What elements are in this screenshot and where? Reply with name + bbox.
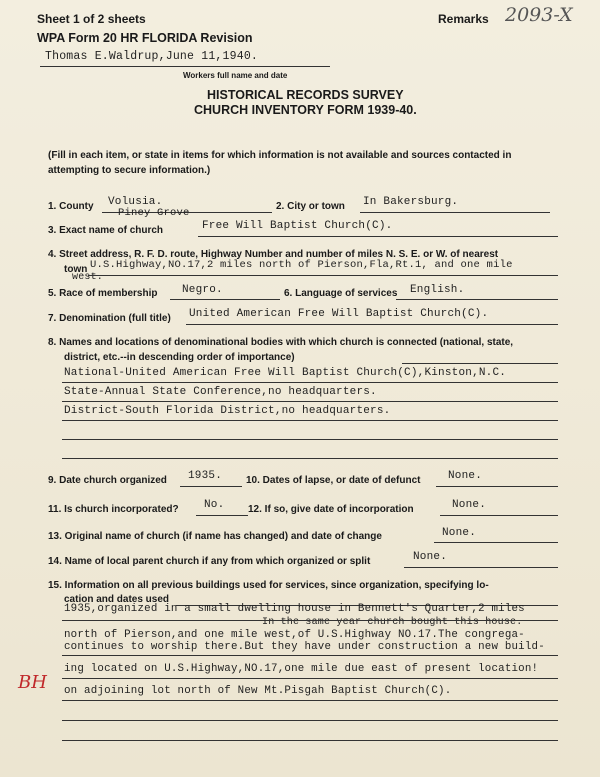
language-label: 6. Language of services: [284, 288, 398, 299]
incorporation-date-value: None.: [452, 499, 487, 511]
buildings-line-3: [62, 678, 558, 679]
bodies-line-3: [62, 420, 558, 421]
lapse-value: None.: [448, 470, 483, 482]
city-line: [360, 212, 550, 213]
church-name-label: 3. Exact name of church: [48, 225, 164, 236]
worker-name-date: Thomas E.Waldrup,June 11,1940.: [45, 50, 259, 63]
margin-note: BH: [18, 672, 47, 693]
language-line: [396, 299, 558, 300]
city-value: In Bakersburg.: [363, 196, 459, 208]
buildings-line-6: [62, 740, 558, 741]
incorporated-label: 11. Is church incorporated?: [48, 504, 179, 515]
bodies-line-1: [62, 382, 558, 383]
original-name-line: [434, 542, 558, 543]
buildings-text-1: 1935,organized in a small dwelling house in Bennett's Quarter,2 miles: [64, 603, 525, 615]
buildings-line-2: [62, 655, 558, 656]
parent-church-value: None.: [413, 551, 448, 563]
buildings-label-2: cation and dates used: [64, 594, 170, 605]
original-name-value: None.: [442, 527, 477, 539]
title-line-1: HISTORICAL RECORDS SURVEY: [207, 88, 404, 102]
denomination-line: [186, 324, 558, 325]
incorporation-date-line: [440, 515, 558, 516]
bodies-line-5: [62, 458, 558, 459]
bodies-national: National-United American Free Will Baptist Church(C),Kinston,N.C.: [64, 367, 507, 379]
buildings-insert: In the same year church bought this house.: [262, 617, 523, 628]
remarks-heading: Remarks: [438, 12, 489, 26]
buildings-line-5: [62, 720, 558, 721]
incorporation-date-label: 12. If so, give date of incorporation: [248, 504, 414, 515]
church-name-line: [198, 236, 558, 237]
buildings-text-2: north of Pierson,and one mile west,of U.S.Highway NO.17.The congrega-: [64, 629, 525, 641]
form-id: WPA Form 20 HR FLORIDA Revision: [37, 31, 253, 45]
incorporated-value: No.: [204, 499, 225, 511]
bodies-line-0: [402, 363, 558, 364]
church-name-value: Free Will Baptist Church(C).: [202, 220, 393, 232]
bodies-line-4: [62, 439, 558, 440]
lapse-label: 10. Dates of lapse, or date of defunct: [246, 475, 421, 486]
address-label-2: town: [64, 264, 88, 275]
worker-caption: Workers full name and date: [183, 71, 288, 80]
bodies-district: District-South Florida District,no headquarters.: [64, 405, 391, 417]
buildings-line-1: [62, 620, 558, 621]
race-value: Negro.: [182, 284, 223, 296]
buildings-text-3: continues to worship there.But they have under construction a new build-: [64, 641, 545, 653]
parent-church-line: [404, 567, 558, 568]
instructions-line-2: attempting to secure information.): [48, 165, 211, 176]
bodies-state: State-Annual State Conference,no headquarters.: [64, 386, 377, 398]
title-line-2: CHURCH INVENTORY FORM 1939-40.: [194, 103, 417, 117]
city-label: 2. City or town: [276, 201, 345, 212]
language-value: English.: [410, 284, 465, 296]
bodies-label-2: district, etc.--in descending order of importance): [64, 352, 295, 363]
buildings-text-5: on adjoining lot north of New Mt.Pisgah Baptist Church(C).: [64, 685, 452, 697]
sheet-count: Sheet 1 of 2 sheets: [37, 12, 146, 26]
bodies-line-2: [62, 401, 558, 402]
denomination-label: 7. Denomination (full title): [48, 313, 171, 324]
lapse-line: [436, 486, 558, 487]
address-line: [88, 275, 558, 276]
county-label: 1. County: [48, 201, 94, 212]
parent-church-label: 14. Name of local parent church if any from which organized or split: [48, 556, 371, 567]
address-label-1: 4. Street address, R. F. D. route, Highway Number and number of miles N. S. E. or W. of nearest: [48, 249, 499, 260]
incorporated-line: [196, 515, 248, 516]
race-label: 5. Race of membership: [48, 288, 158, 299]
original-name-label: 13. Original name of church (if name has changed) and date of change: [48, 531, 382, 542]
buildings-text-4: ing located on U.S.Highway,NO.17,one mile due east of present location!: [64, 663, 539, 675]
denomination-value: United American Free Will Baptist Church(C).: [189, 308, 489, 320]
county-value: Volusia.: [108, 196, 163, 208]
worker-line: [40, 66, 330, 67]
address-value-2: west.: [72, 272, 104, 283]
instructions-line-1: (Fill in each item, or state in items for which information is not available and sources contacted in: [48, 150, 512, 161]
organized-value: 1935.: [188, 470, 223, 482]
organized-line: [180, 486, 242, 487]
buildings-label-1: 15. Information on all previous buildings used for services, since organization, specifying lo-: [48, 580, 489, 591]
buildings-line-4: [62, 700, 558, 701]
church-name-insert: Piney Grove: [118, 207, 190, 219]
bodies-label-1: 8. Names and locations of denominational bodies with which church is connected (national, state,: [48, 337, 514, 348]
race-line: [170, 299, 280, 300]
handwritten-number: 2093-X: [505, 4, 573, 26]
organized-label: 9. Date church organized: [48, 475, 167, 486]
address-value: U.S.Highway,NO.17,2 miles north of Pierson,Fla,Rt.1, and one mile: [90, 259, 513, 271]
